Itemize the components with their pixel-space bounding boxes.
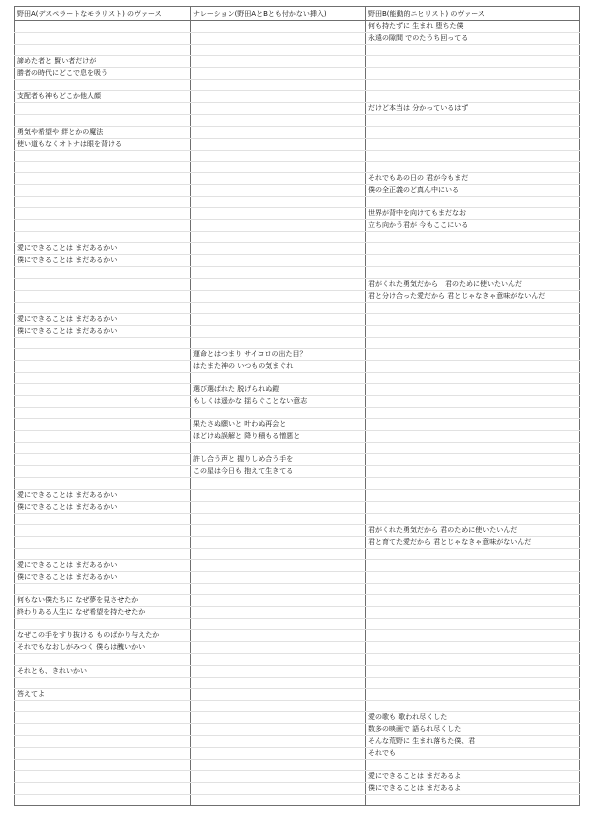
cell-noda-a[interactable]: 僕にできることは まだあるかい [15,325,191,337]
cell-noda-b[interactable] [366,372,580,383]
cell-noda-a[interactable] [15,431,191,443]
cell-noda-a[interactable] [15,795,191,806]
table-row [15,595,580,607]
cell-narration[interactable] [191,560,366,572]
cell-noda-b[interactable] [366,115,580,126]
table-row [15,607,580,619]
cell-noda-b[interactable]: 立ち向かう君が 今もここにいる [366,220,580,232]
table-row [15,536,580,548]
table-row [15,735,580,747]
table-row [15,150,580,161]
table-row [15,677,580,688]
cell-noda-a[interactable]: 勝者の時代にどこで息を吸う [15,68,191,80]
cell-noda-a[interactable]: 僕にできることは まだあるかい [15,572,191,584]
cell-narration[interactable] [191,783,366,795]
cell-noda-b[interactable] [366,466,580,478]
cell-noda-a[interactable]: 僕にできることは まだあるかい [15,255,191,267]
table-row [15,103,580,115]
cell-noda-b[interactable]: それでもあの日の 君が今もまだ [366,172,580,184]
cell-noda-a[interactable] [15,103,191,115]
cell-noda-a[interactable] [15,771,191,783]
table-row [15,172,580,184]
cell-noda-a[interactable] [15,161,191,172]
cell-noda-a[interactable]: 使い道もなくオトナは眼を背ける [15,138,191,150]
table-row [15,243,580,255]
cell-noda-b[interactable] [366,80,580,91]
cell-narration[interactable]: ほどけぬ誤解と 降り積もる憎悪と [191,431,366,443]
cell-narration[interactable] [191,56,366,68]
cell-narration[interactable] [191,313,366,325]
cell-noda-b[interactable] [366,431,580,443]
cell-noda-b[interactable] [366,489,580,501]
cell-noda-a[interactable] [15,45,191,56]
cell-narration[interactable] [191,513,366,524]
cell-narration[interactable] [191,735,366,747]
cell-noda-b[interactable]: 君と育てた愛だから 君とじゃなきゃ意味がないんだ [366,536,580,548]
cell-narration[interactable] [191,33,366,45]
cell-narration[interactable] [191,325,366,337]
cell-narration[interactable] [191,677,366,688]
cell-noda-a[interactable] [15,220,191,232]
table-row [15,419,580,431]
cell-noda-b[interactable] [366,654,580,665]
cell-noda-b[interactable] [366,630,580,642]
cell-narration[interactable] [191,220,366,232]
cell-narration[interactable] [191,665,366,677]
cell-noda-b[interactable] [366,348,580,360]
cell-narration[interactable] [191,243,366,255]
cell-noda-b[interactable]: 愛にできることは まだあるよ [366,771,580,783]
cell-noda-a[interactable] [15,454,191,466]
cell-narration[interactable] [191,103,366,115]
table-row [15,700,580,711]
cell-noda-a[interactable] [15,396,191,408]
header-row [15,7,580,21]
cell-narration[interactable] [191,630,366,642]
cell-narration[interactable] [191,45,366,56]
table-row [15,348,580,360]
cell-noda-b[interactable] [366,560,580,572]
cell-narration[interactable] [191,536,366,548]
cell-noda-a[interactable] [15,267,191,278]
table-row [15,325,580,337]
table-row [15,783,580,795]
cell-noda-b[interactable] [366,572,580,584]
cell-noda-a[interactable]: 終わりある人生に なぜ希望を持たせたか [15,607,191,619]
cell-narration[interactable] [191,723,366,735]
cell-noda-a[interactable] [15,408,191,419]
table-row [15,513,580,524]
table-row [15,56,580,68]
cell-noda-a[interactable] [15,747,191,759]
table-row [15,302,580,313]
cell-narration[interactable] [191,337,366,348]
cell-narration[interactable] [191,68,366,80]
table-row [15,232,580,243]
cell-noda-b[interactable]: 何も持たずに 生まれ 堕ちた僕 [366,21,580,33]
table-row [15,80,580,91]
cell-noda-b[interactable] [366,313,580,325]
cell-narration[interactable] [191,196,366,207]
cell-noda-a[interactable] [15,384,191,396]
cell-noda-b[interactable] [366,595,580,607]
cell-noda-b[interactable] [366,302,580,313]
table-row [15,115,580,126]
cell-noda-a[interactable]: 諦めた者と 賢い者だけが [15,56,191,68]
cell-noda-b[interactable] [366,548,580,559]
cell-noda-b[interactable] [366,384,580,396]
cell-narration[interactable] [191,138,366,150]
cell-noda-b[interactable]: 永遠の隙間 でのたうち回ってる [366,33,580,45]
cell-noda-a[interactable] [15,654,191,665]
cell-narration[interactable] [191,478,366,489]
cell-narration[interactable]: 許し合う声と 握りしめ合う手を [191,454,366,466]
cell-noda-a[interactable] [15,677,191,688]
cell-noda-a[interactable] [15,711,191,723]
cell-noda-a[interactable] [15,80,191,91]
cell-noda-b[interactable] [366,138,580,150]
cell-noda-b[interactable] [366,501,580,513]
cell-narration[interactable] [191,654,366,665]
cell-narration[interactable] [191,290,366,302]
cell-noda-a[interactable] [15,700,191,711]
table-row [15,665,580,677]
table-row [15,196,580,207]
cell-noda-b[interactable] [366,232,580,243]
table-row [15,396,580,408]
table-row [15,313,580,325]
table-row [15,161,580,172]
cell-noda-b[interactable] [366,688,580,700]
cell-noda-a[interactable] [15,348,191,360]
cell-noda-a[interactable] [15,184,191,196]
cell-narration[interactable] [191,302,366,313]
cell-noda-a[interactable]: 愛にできることは まだあるかい [15,489,191,501]
cell-noda-a[interactable] [15,278,191,290]
table-row [15,360,580,372]
table-row [15,548,580,559]
cell-noda-b[interactable]: それでも [366,747,580,759]
cell-narration[interactable] [191,126,366,138]
cell-narration[interactable] [191,607,366,619]
cell-noda-b[interactable] [366,759,580,770]
table-row [15,220,580,232]
cell-narration[interactable] [191,208,366,220]
cell-noda-a[interactable] [15,150,191,161]
cell-noda-b[interactable] [366,607,580,619]
table-row [15,208,580,220]
cell-narration[interactable] [191,619,366,630]
cell-narration[interactable] [191,548,366,559]
cell-noda-a[interactable] [15,548,191,559]
cell-noda-b[interactable] [366,478,580,489]
cell-noda-a[interactable]: 僕にできることは まだあるかい [15,501,191,513]
table-row [15,278,580,290]
cell-narration[interactable] [191,172,366,184]
table-row [15,584,580,595]
cell-noda-b[interactable] [366,665,580,677]
table-row [15,524,580,536]
cell-noda-b[interactable]: 世界が背中を向けてもまだなお [366,208,580,220]
cell-noda-a[interactable] [15,478,191,489]
cell-noda-a[interactable]: 愛にできることは まだあるかい [15,560,191,572]
cell-narration[interactable] [191,700,366,711]
cell-narration[interactable]: 果たさぬ願いと 叶わぬ再会と [191,419,366,431]
cell-noda-a[interactable] [15,337,191,348]
cell-narration[interactable] [191,584,366,595]
cell-noda-b[interactable] [366,91,580,103]
cell-noda-a[interactable] [15,302,191,313]
table-row [15,572,580,584]
table-row [15,33,580,45]
cell-narration[interactable] [191,443,366,454]
cell-narration[interactable] [191,524,366,536]
cell-narration[interactable] [191,759,366,770]
cell-narration[interactable] [191,372,366,383]
cell-noda-a[interactable] [15,759,191,770]
table-row [15,126,580,138]
table-row [15,560,580,572]
lyrics-table [14,6,580,806]
cell-narration[interactable] [191,255,366,267]
cell-narration[interactable] [191,232,366,243]
cell-noda-a[interactable] [15,619,191,630]
cell-noda-a[interactable] [15,723,191,735]
cell-noda-a[interactable] [15,536,191,548]
cell-narration[interactable]: はたまた神の いつもの気まぐれ [191,360,366,372]
table-row [15,489,580,501]
cell-narration[interactable] [191,80,366,91]
table-row [15,138,580,150]
cell-narration[interactable] [191,115,366,126]
cell-noda-b[interactable] [366,619,580,630]
cell-noda-b[interactable] [366,360,580,372]
cell-noda-b[interactable] [366,584,580,595]
cell-noda-b[interactable] [366,56,580,68]
cell-noda-a[interactable] [15,584,191,595]
header-noda-a[interactable]: 野田A(デスペラートなモラリスト) のヴァース [15,7,191,21]
cell-noda-a[interactable]: 勇気や希望や 絆とかの魔法 [15,126,191,138]
cell-noda-b[interactable] [366,337,580,348]
cell-noda-b[interactable] [366,513,580,524]
table-row [15,91,580,103]
cell-noda-b[interactable] [366,396,580,408]
cell-narration[interactable] [191,267,366,278]
cell-noda-a[interactable]: なぜこの手をすり抜ける ものばかり与えたか [15,630,191,642]
cell-noda-a[interactable]: それでもなおしがみつく 僕らは醜いかい [15,642,191,654]
table-row [15,747,580,759]
cell-noda-b[interactable] [366,642,580,654]
header-narration[interactable]: ナレーション(野田AとBとも付かない挿入) [191,7,366,21]
table-row [15,478,580,489]
cell-noda-b[interactable]: だけど本当は 分かっているはず [366,103,580,115]
cell-noda-b[interactable] [366,161,580,172]
cell-noda-b[interactable]: そんな荒野に 生まれ落ちた僕、君 [366,735,580,747]
table-row [15,619,580,630]
table-row [15,795,580,806]
cell-noda-b[interactable] [366,196,580,207]
cell-narration[interactable] [191,572,366,584]
cell-noda-b[interactable] [366,419,580,431]
cell-noda-b[interactable] [366,408,580,419]
cell-noda-b[interactable] [366,45,580,56]
cell-noda-a[interactable] [15,524,191,536]
cell-narration[interactable] [191,184,366,196]
cell-noda-a[interactable]: 何もない僕たちに なぜ夢を見させたか [15,595,191,607]
table-row [15,630,580,642]
cell-narration[interactable]: もしくは遥かな 揺らぐことない意志 [191,396,366,408]
cell-noda-b[interactable] [366,267,580,278]
table-row [15,21,580,33]
lyrics-sheet [14,6,579,806]
cell-noda-a[interactable] [15,513,191,524]
cell-noda-b[interactable] [366,677,580,688]
cell-noda-b[interactable]: 僕の全正義のど真ん中にいる [366,184,580,196]
table-row [15,501,580,513]
table-row [15,408,580,419]
table-row [15,68,580,80]
header-noda-b[interactable]: 野田B(能動的ニヒリスト) のヴァース [366,7,580,21]
table-row [15,431,580,443]
cell-noda-b[interactable]: 君がくれた勇気だから 君のために使いたいんだ [366,278,580,290]
cell-noda-a[interactable] [15,208,191,220]
table-row [15,290,580,302]
cell-narration[interactable] [191,150,366,161]
table-row [15,688,580,700]
cell-narration[interactable] [191,91,366,103]
table-row [15,45,580,56]
cell-noda-a[interactable] [15,33,191,45]
cell-noda-b[interactable]: 僕にできることは まだあるよ [366,783,580,795]
cell-noda-a[interactable]: 支配者も神もどこか他人顔 [15,91,191,103]
cell-noda-b[interactable] [366,443,580,454]
cell-noda-b[interactable]: 君がくれた勇気だから 君のために使いたいんだ [366,524,580,536]
table-row [15,384,580,396]
cell-noda-a[interactable]: 愛にできることは まだあるかい [15,243,191,255]
cell-narration[interactable] [191,771,366,783]
table-row [15,723,580,735]
cell-noda-a[interactable] [15,419,191,431]
cell-narration[interactable]: 運命とはつまり サイコロの出た目？ [191,348,366,360]
cell-narration[interactable]: この星は今日も 抱えて生きてる [191,466,366,478]
cell-noda-b[interactable]: 愛の歌も 歌われ尽くした [366,711,580,723]
cell-noda-a[interactable] [15,372,191,383]
table-row [15,771,580,783]
cell-noda-a[interactable]: それとも、きれいかい [15,665,191,677]
cell-noda-a[interactable] [15,783,191,795]
table-row [15,443,580,454]
table-row [15,337,580,348]
cell-noda-b[interactable]: 君と分け合った愛だから 君とじゃなきゃ意味がないんだ [366,290,580,302]
cell-noda-b[interactable] [366,454,580,466]
cell-noda-b[interactable] [366,255,580,267]
cell-narration[interactable] [191,501,366,513]
cell-narration[interactable] [191,278,366,290]
cell-noda-a[interactable] [15,172,191,184]
table-row [15,711,580,723]
cell-noda-a[interactable] [15,232,191,243]
table-row [15,184,580,196]
cell-noda-b[interactable] [366,68,580,80]
cell-narration[interactable] [191,21,366,33]
cell-noda-a[interactable] [15,290,191,302]
table-row [15,372,580,383]
cell-noda-b[interactable] [366,795,580,806]
cell-noda-a[interactable] [15,115,191,126]
cell-noda-b[interactable] [366,150,580,161]
table-row [15,654,580,665]
cell-noda-a[interactable]: 答えてよ [15,688,191,700]
cell-narration[interactable] [191,595,366,607]
table-row [15,759,580,770]
table-row [15,267,580,278]
cell-noda-a[interactable] [15,735,191,747]
cell-narration[interactable] [191,161,366,172]
cell-noda-b[interactable] [366,126,580,138]
table-row [15,454,580,466]
cell-narration[interactable] [191,711,366,723]
cell-narration[interactable]: 選び選ばれた 脱げられぬ鎧 [191,384,366,396]
cell-narration[interactable] [191,795,366,806]
cell-noda-a[interactable] [15,21,191,33]
cell-narration[interactable] [191,642,366,654]
cell-noda-b[interactable] [366,243,580,255]
cell-noda-a[interactable] [15,360,191,372]
cell-narration[interactable] [191,747,366,759]
cell-noda-b[interactable]: 数多の映画で 語られ尽くした [366,723,580,735]
cell-noda-b[interactable] [366,700,580,711]
table-row [15,466,580,478]
cell-noda-a[interactable]: 愛にできることは まだあるかい [15,313,191,325]
cell-narration[interactable] [191,408,366,419]
cell-noda-a[interactable] [15,443,191,454]
cell-narration[interactable] [191,688,366,700]
cell-narration[interactable] [191,489,366,501]
table-row [15,255,580,267]
cell-noda-a[interactable] [15,196,191,207]
cell-noda-a[interactable] [15,466,191,478]
table-row [15,642,580,654]
cell-noda-b[interactable] [366,325,580,337]
